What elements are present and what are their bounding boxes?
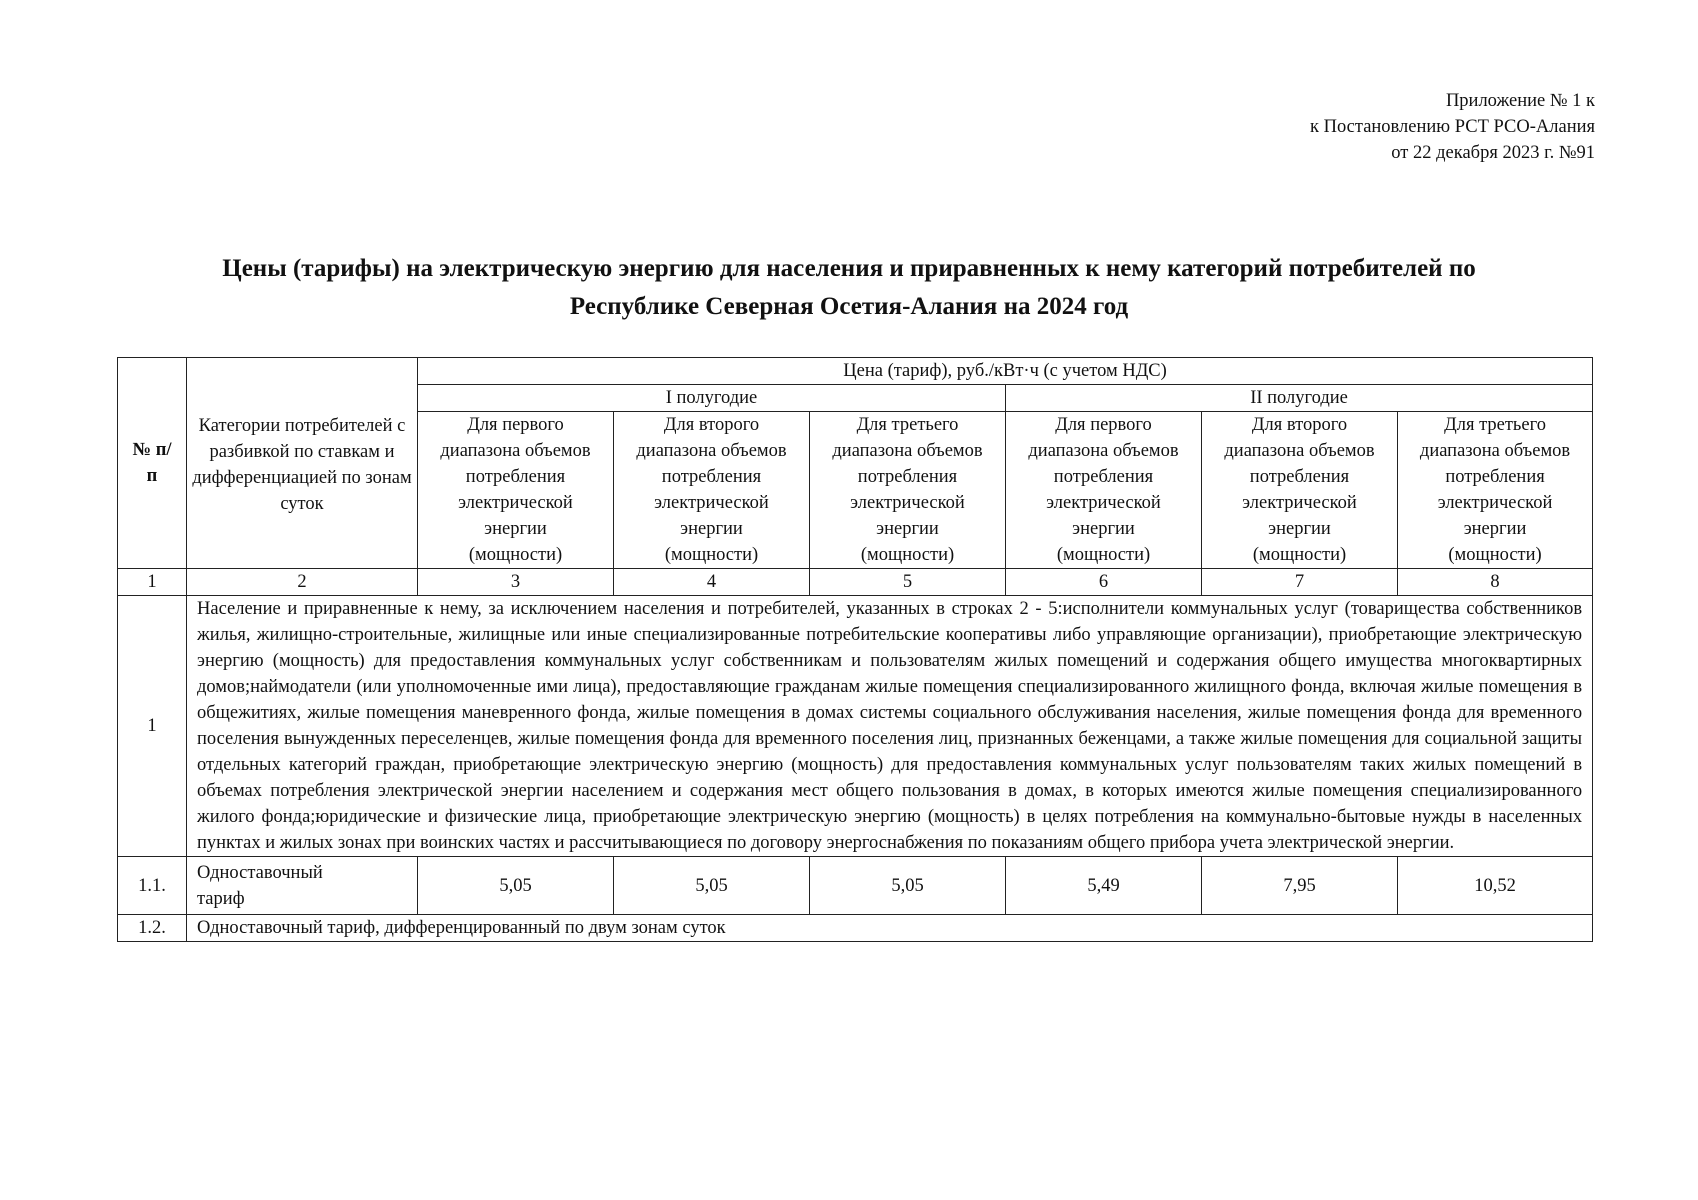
column-number: 8 bbox=[1398, 569, 1593, 596]
column-number: 3 bbox=[418, 569, 614, 596]
appendix-line-2: к Постановлению РСТ РСО-Алания bbox=[1309, 117, 1595, 137]
column-number: 2 bbox=[187, 569, 418, 596]
header-range-3-h2: Для третьего диапазона объемов потребления электрической энергии (мощности) bbox=[1398, 412, 1593, 569]
row-1-num: 1 bbox=[118, 596, 187, 857]
header-num: № п/п bbox=[118, 358, 187, 569]
header-range-2-h1: Для второго диапазона объемов потребления электрической энергии (мощности) bbox=[614, 412, 810, 569]
row-1-1-value-h2-r2: 7,95 bbox=[1202, 857, 1398, 915]
header-category: Категории потребителей с разбивкой по ставкам и дифференциацией по зонам суток bbox=[187, 358, 418, 569]
column-number: 5 bbox=[810, 569, 1006, 596]
row-1-1-value-h1-r3: 5,05 bbox=[810, 857, 1006, 915]
column-number: 4 bbox=[614, 569, 810, 596]
table-row-1 bbox=[118, 596, 1593, 857]
header-half-2: II полугодие bbox=[1006, 385, 1593, 412]
column-number: 1 bbox=[118, 569, 187, 596]
row-1-2-num: 1.2. bbox=[118, 915, 187, 942]
column-number-row bbox=[118, 569, 1593, 596]
header-range-1-h1: Для первого диапазона объемов потребления электрической энергии (мощности) bbox=[418, 412, 614, 569]
column-number: 7 bbox=[1202, 569, 1398, 596]
title-line-1: Цены (тарифы) на электрическую энергию для населения и приравненных к нему категорий потребителей по bbox=[222, 255, 1476, 282]
row-1-1-value-h1-r2: 5,05 bbox=[614, 857, 810, 915]
header-half-1: I полугодие bbox=[418, 385, 1006, 412]
row-1-1-value-h2-r1: 5,49 bbox=[1006, 857, 1202, 915]
header-range-3-h1: Для третьего диапазона объемов потребления электрической энергии (мощности) bbox=[810, 412, 1006, 569]
row-1-1-label: Одноставочный тариф bbox=[187, 857, 418, 915]
row-1-1-value-h2-r3: 10,52 bbox=[1398, 857, 1593, 915]
column-number: 6 bbox=[1006, 569, 1202, 596]
row-1-2-label: Одноставочный тариф, дифференцированный по двум зонам суток bbox=[187, 915, 1593, 942]
appendix-line-3: от 22 декабря 2023 г. №91 bbox=[1391, 143, 1595, 163]
tariff-table bbox=[117, 357, 1593, 942]
header-price: Цена (тариф), руб./кВт·ч (с учетом НДС) bbox=[418, 358, 1593, 385]
header-range-2-h2: Для второго диапазона объемов потребления электрической энергии (мощности) bbox=[1202, 412, 1398, 569]
table-row-1-2 bbox=[118, 915, 1593, 942]
header-range-1-h2: Для первого диапазона объемов потребления электрической энергии (мощности) bbox=[1006, 412, 1202, 569]
row-1-description: Население и приравненные к нему, за исключением населения и потребителей, указанных в строках 2 - 5:исполнители коммунальных услуг (товарищества собственников жилья, жилищно-строительные, жилищные или иные специализированные потребительские кооперативы либо управляющие организации), приобретающие электрическую энергию (мощность) для предоставления коммунальных услуг собственникам и пользователям жилых помещений и содержания общего имущества многоквартирных домов;наймодатели (или уполномоченные ими лица), предоставляющие гражданам жилые помещения специализированного жилищного фонда, включая жилые помещения в общежитиях, жилые помещения маневренного фонда, жилые помещения в домах системы социального обслуживания населения, жилые помещения фонда для временного поселения вынужденных переселенцев, жилые помещения фонда для временного поселения лиц, признанных беженцами, а также жилые помещения для социальной защиты отдельных категорий граждан, приобретающие электрическую энергию (мощность) для предоставления коммунальных услуг пользователям таких жилых помещений в объемах потребления электрической энергии населением и содержания мест общего пользования в домах, в которых имеются жилые помещения специализированного жилого фонда;юридические и физические лица, приобретающие электрическую энергию (мощность) в целях потребления на коммунально-бытовые нужды в населенных пунктах и жилых зонах при воинских частях и рассчитывающиеся по договору энергоснабжения по показаниям общего прибора учета электрической энергии. bbox=[187, 596, 1593, 857]
table-row-1-1 bbox=[118, 857, 1593, 915]
header-row-price bbox=[118, 358, 1593, 385]
document-title bbox=[0, 250, 1698, 326]
row-1-1-num: 1.1. bbox=[118, 857, 187, 915]
title-line-2: Республике Северная Осетия-Алания на 2024 год bbox=[569, 293, 1129, 320]
appendix-header bbox=[1310, 88, 1595, 166]
appendix-line-1: Приложение № 1 к bbox=[1445, 91, 1595, 111]
row-1-1-value-h1-r1: 5,05 bbox=[418, 857, 614, 915]
